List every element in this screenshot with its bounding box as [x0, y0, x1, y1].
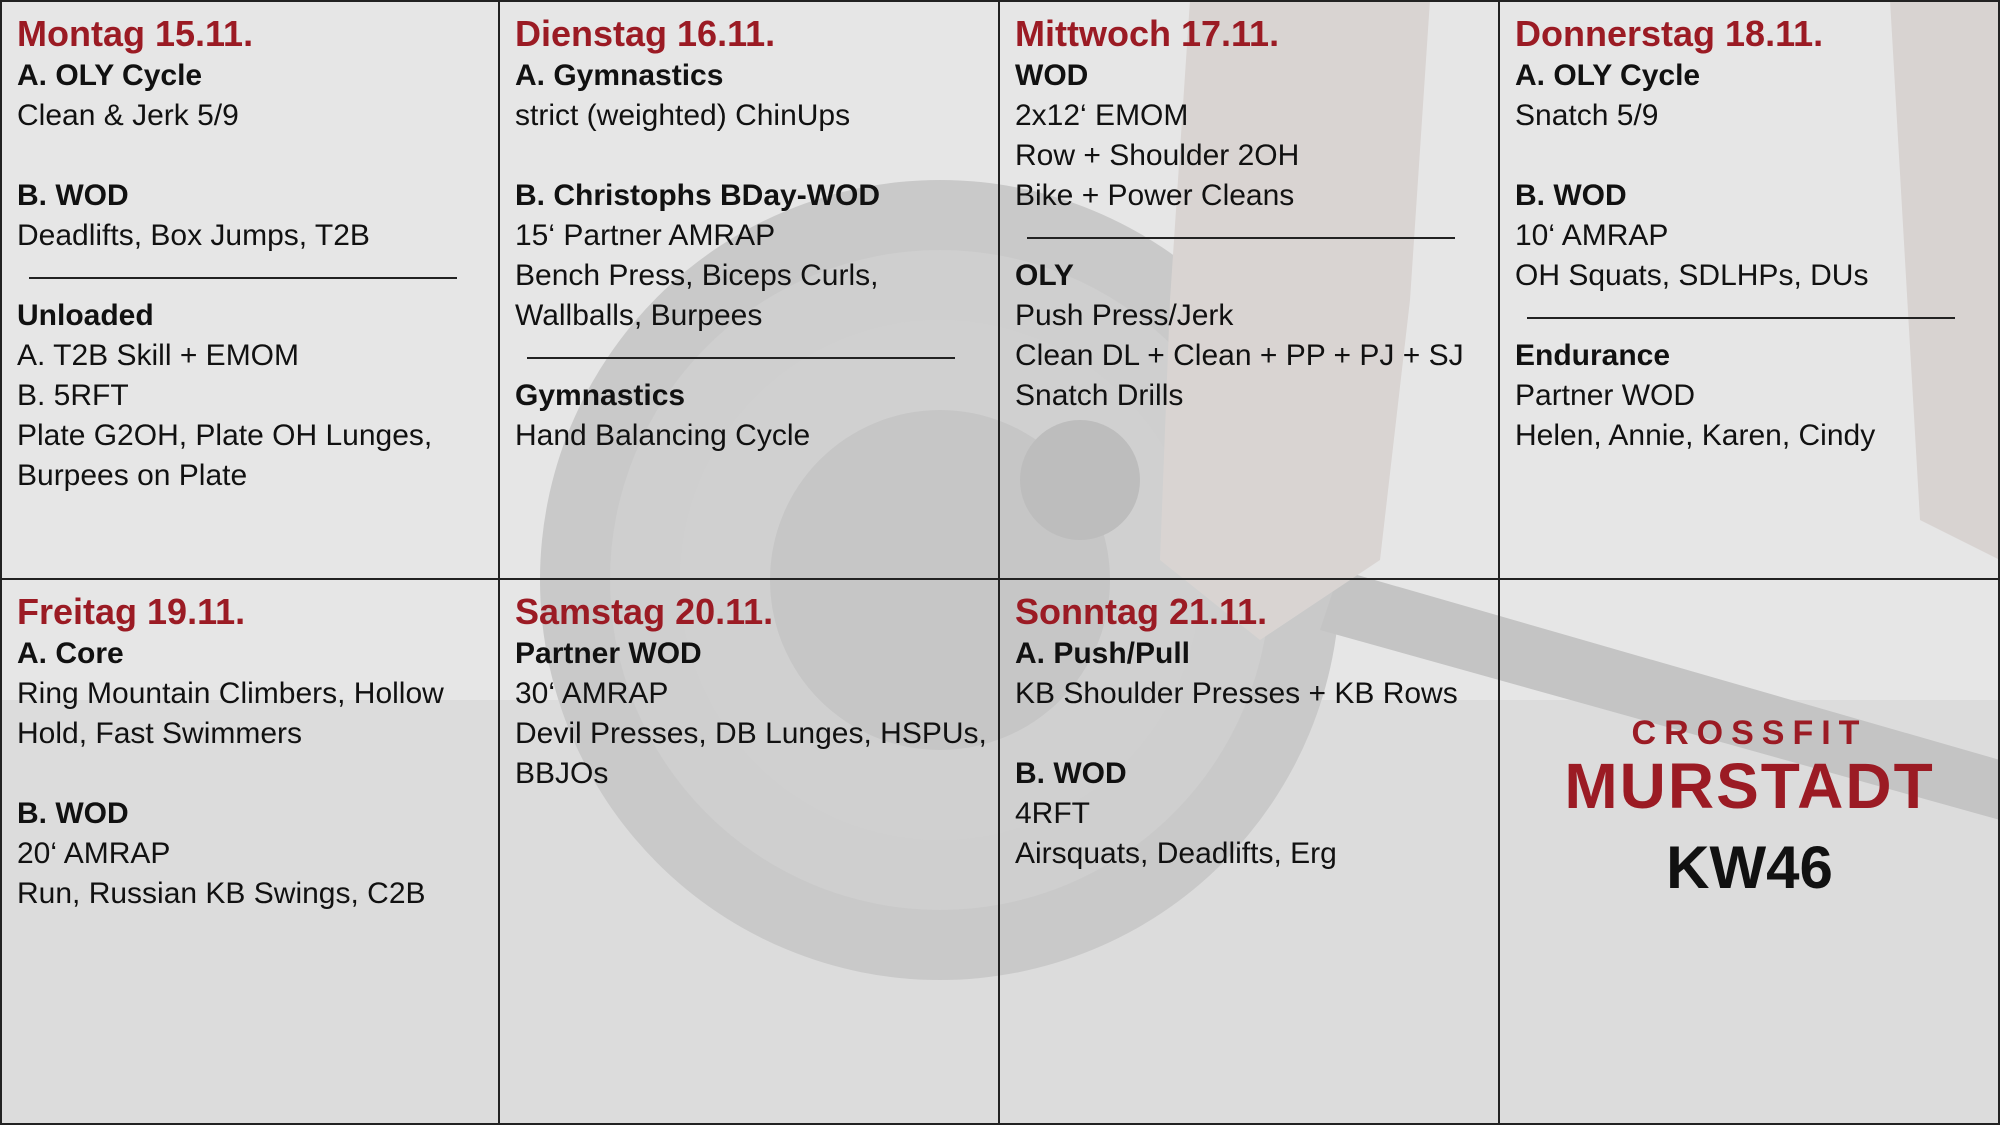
exercise-line: Plate G2OH, Plate OH Lunges,: [17, 419, 433, 452]
spacer: [17, 136, 484, 176]
exercise-line: Partner WOD: [1515, 379, 1696, 412]
section-heading: B. WOD: [1515, 179, 1627, 212]
exercise-line: Hand Balancing Cycle: [515, 419, 811, 452]
logo-cell: [1500, 580, 2000, 1125]
section-heading: WOD: [1015, 59, 1089, 92]
day-cell-saturday: [500, 580, 1000, 1125]
day-content: [1015, 56, 1484, 416]
section-heading: B. WOD: [1015, 757, 1127, 790]
exercise-line: Snatch Drills: [1015, 379, 1184, 412]
section-divider: [515, 336, 984, 376]
exercise-line: 15‘ Partner AMRAP: [515, 219, 776, 252]
day-content: [515, 634, 987, 794]
exercise-line: Ring Mountain Climbers, Hollow: [17, 677, 444, 710]
exercise-line: Helen, Annie, Karen, Cindy: [1515, 419, 1876, 452]
day-title: Montag 15.11.: [17, 13, 254, 54]
exercise-line: Bike + Power Cleans: [1015, 179, 1295, 212]
day-content: [17, 634, 484, 914]
week-label: KW46: [1666, 834, 1833, 901]
day-title: Sonntag 21.11.: [1015, 591, 1268, 632]
exercise-line: A. T2B Skill + EMOM: [17, 339, 300, 372]
day-title: Dienstag 16.11.: [515, 13, 776, 54]
day-content: [1515, 56, 1984, 456]
exercise-line: Airsquats, Deadlifts, Erg: [1015, 837, 1337, 870]
exercise-line: 2x12‘ EMOM: [1015, 99, 1189, 132]
exercise-line: BBJOs: [515, 757, 609, 790]
exercise-line: Run, Russian KB Swings, C2B: [17, 877, 426, 910]
section-heading: A. Push/Pull: [1015, 637, 1191, 670]
section-divider: [1015, 216, 1484, 256]
spacer: [515, 136, 984, 176]
day-cell-friday: [0, 580, 500, 1125]
spacer: [1515, 136, 1984, 176]
day-cell-sunday: [1000, 580, 1500, 1125]
day-cell-tuesday: [500, 0, 1000, 580]
exercise-line: strict (weighted) ChinUps: [515, 99, 851, 132]
section-divider: [17, 256, 484, 296]
exercise-line: Wallballs, Burpees: [515, 299, 763, 332]
day-cell-monday: [0, 0, 500, 580]
day-content: [1015, 634, 1484, 874]
spacer: [17, 754, 484, 794]
day-content: [515, 56, 984, 456]
section-heading: A. Gymnastics: [515, 59, 724, 92]
section-heading: Unloaded: [17, 299, 154, 332]
exercise-line: B. 5RFT: [17, 379, 129, 412]
exercise-line: 30‘ AMRAP: [515, 677, 669, 710]
exercise-line: Clean DL + Clean + PP + PJ + SJ: [1015, 339, 1464, 372]
section-heading: B. WOD: [17, 797, 129, 830]
section-heading: Partner WOD: [515, 637, 702, 670]
day-cell-thursday: [1500, 0, 2000, 580]
exercise-line: Row + Shoulder 2OH: [1015, 139, 1300, 172]
exercise-line: Devil Presses, DB Lunges, HSPUs,: [515, 717, 987, 750]
exercise-line: Burpees on Plate: [17, 459, 248, 492]
section-heading: B. Christophs BDay-WOD: [515, 179, 881, 212]
exercise-line: Snatch 5/9: [1515, 99, 1659, 132]
exercise-line: Clean & Jerk 5/9: [17, 99, 239, 132]
logo-crossfit-text: CROSSFIT: [1631, 714, 1868, 752]
section-heading: A. Core: [17, 637, 124, 670]
exercise-line: 4RFT: [1015, 797, 1090, 830]
day-title: Freitag 19.11.: [17, 591, 246, 632]
section-heading: A. OLY Cycle: [17, 59, 203, 92]
exercise-line: OH Squats, SDLHPs, DUs: [1515, 259, 1869, 292]
section-heading: A. OLY Cycle: [1515, 59, 1701, 92]
section-heading: Gymnastics: [515, 379, 686, 412]
exercise-line: KB Shoulder Presses + KB Rows: [1015, 677, 1458, 710]
exercise-line: 20‘ AMRAP: [17, 837, 171, 870]
day-title: Samstag 20.11.: [515, 591, 774, 632]
day-content: [17, 56, 484, 496]
section-divider: [1515, 296, 1984, 336]
spacer: [1015, 714, 1484, 754]
exercise-line: Push Press/Jerk: [1015, 299, 1234, 332]
exercise-line: Deadlifts, Box Jumps, T2B: [17, 219, 370, 252]
section-heading: Endurance: [1515, 339, 1671, 372]
exercise-line: Hold, Fast Swimmers: [17, 717, 303, 750]
section-heading: OLY: [1015, 259, 1074, 292]
day-cell-wednesday: [1000, 0, 1500, 580]
section-heading: B. WOD: [17, 179, 129, 212]
day-title: Mittwoch 17.11.: [1015, 13, 1280, 54]
exercise-line: Bench Press, Biceps Curls,: [515, 259, 879, 292]
logo-murstadt-text: MURSTADT: [1564, 750, 1935, 822]
exercise-line: 10‘ AMRAP: [1515, 219, 1669, 252]
day-title: Donnerstag 18.11.: [1515, 13, 1824, 54]
